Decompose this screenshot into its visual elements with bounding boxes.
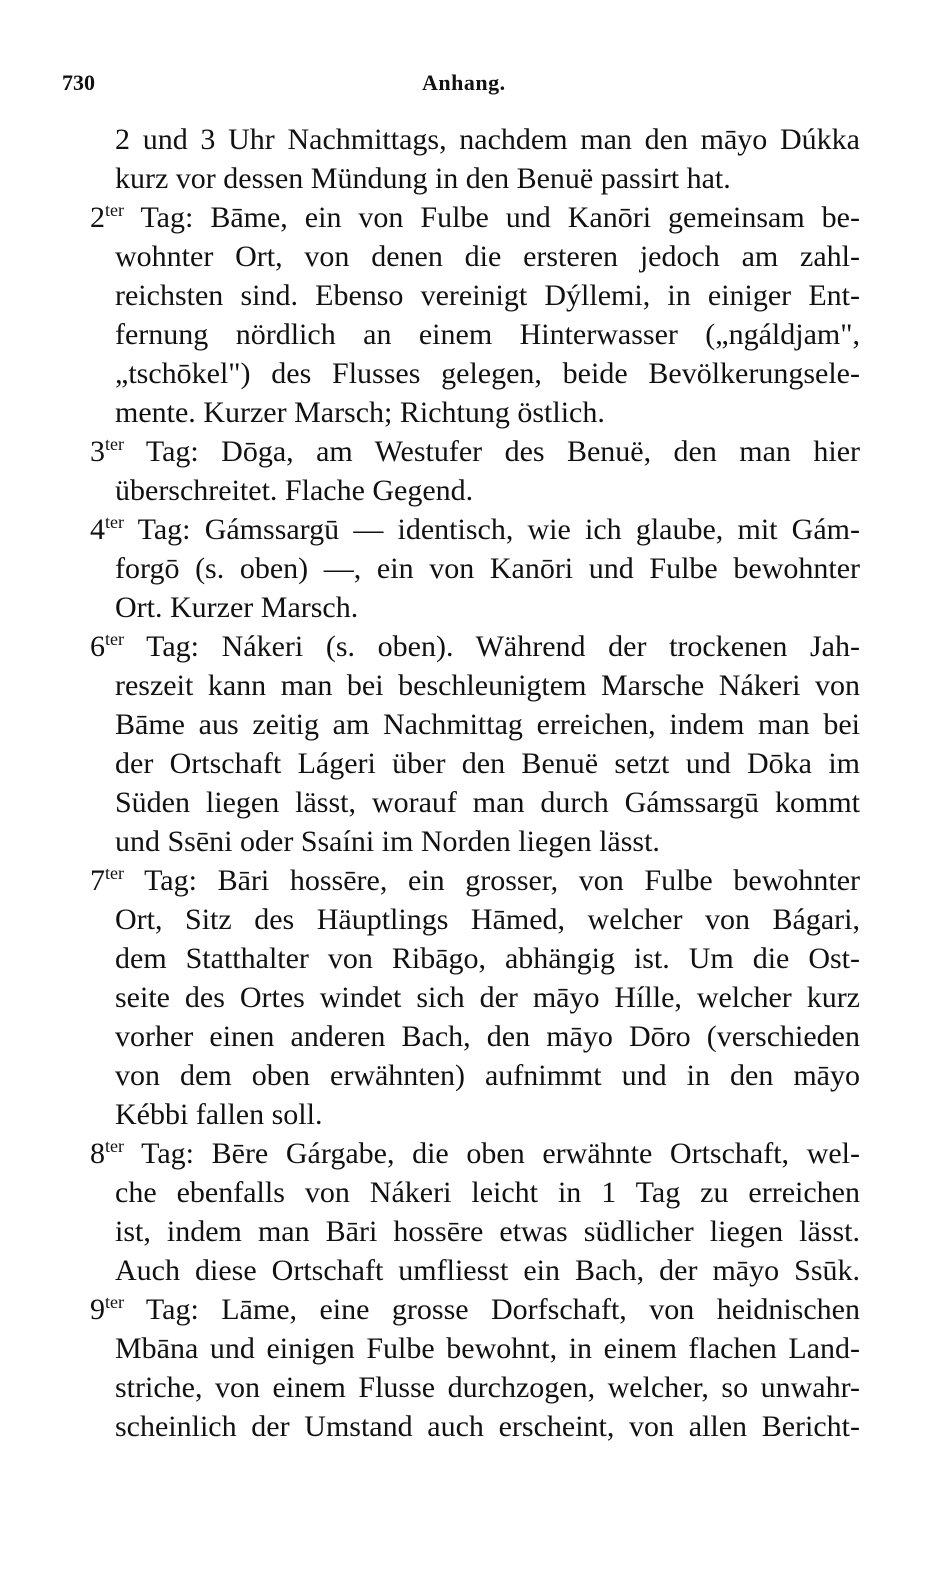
line-text: Ort, Sitz des Häuptlings Hāmed, welcher von Bágari,	[115, 903, 860, 936]
text-line	[90, 822, 860, 861]
line-text: Kébbi fallen soll.	[115, 1098, 323, 1131]
line-text: forgō (s. oben) —, ein von Kanōri und Fulbe bewohnter	[115, 552, 860, 585]
page-number: 730	[62, 70, 95, 95]
line-text: Auch diese Ortschaft umfliesst ein Bach, der māyo Ssūk.	[115, 1254, 860, 1287]
line-text: Tag: Bēre Gárgabe, die oben erwähnte Ortschaft, wel-	[123, 1137, 860, 1170]
day-number	[90, 201, 124, 234]
line-text: wohnter Ort, von denen die ersteren jedoch am zahl-	[115, 240, 860, 273]
day-number-digit: 7	[90, 864, 105, 897]
text-line	[90, 783, 860, 822]
text-line	[90, 588, 860, 627]
day-number-digit: 9	[90, 1293, 105, 1326]
text-line	[90, 471, 860, 510]
text-line	[90, 861, 860, 900]
line-text: Mbāna und einigen Fulbe bewohnt, in einem flachen Land-	[115, 1332, 860, 1365]
line-text: che ebenfalls von Nákeri leicht in 1 Tag zu erreichen	[115, 1176, 860, 1209]
day-number	[90, 435, 124, 468]
running-head: Anhang.	[422, 70, 506, 95]
text-line	[90, 705, 860, 744]
text-line	[90, 1290, 860, 1329]
text-line	[90, 1212, 860, 1251]
line-text: und Ssēni oder Ssaíni im Norden liegen lässt.	[115, 825, 660, 858]
day-number-suffix: ter	[105, 1292, 124, 1312]
text-line	[90, 510, 860, 549]
line-text: striche, von einem Flusse durchzogen, welcher, so unwahr-	[115, 1371, 860, 1404]
text-line	[90, 1095, 860, 1134]
line-text: scheinlich der Umstand auch erscheint, von allen Bericht-	[115, 1410, 860, 1443]
line-text: überschreitet. Flache Gegend.	[115, 474, 474, 507]
line-text: Tag: Bāme, ein von Fulbe und Kanōri gemeinsam be-	[123, 201, 860, 234]
day-number-suffix: ter	[105, 629, 124, 649]
text-line	[90, 315, 860, 354]
day-number-digit: 3	[90, 435, 105, 468]
line-text: Tag: Bāri hossēre, ein grosser, von Fulbe bewohnter	[123, 864, 860, 897]
day-number-suffix: ter	[105, 200, 124, 220]
text-line	[90, 744, 860, 783]
line-text: Tag: Lāme, eine grosse Dorfschaft, von heidnischen	[123, 1293, 860, 1326]
text-line	[90, 354, 860, 393]
day-number-digit: 6	[90, 630, 105, 663]
text-line	[90, 276, 860, 315]
text-line	[90, 978, 860, 1017]
line-text: seite des Ortes windet sich der māyo Hílle, welcher kurz	[115, 981, 860, 1014]
text-line	[90, 627, 860, 666]
day-number-suffix: ter	[105, 512, 124, 532]
day-number-suffix: ter	[105, 434, 124, 454]
day-number	[90, 513, 124, 546]
line-text: vorher einen anderen Bach, den māyo Dōro (verschieden	[115, 1020, 860, 1053]
line-text: Tag: Nákeri (s. oben). Während der trockenen Jah-	[123, 630, 860, 663]
text-line	[90, 432, 860, 471]
body-text	[90, 120, 860, 1446]
text-line	[90, 1329, 860, 1368]
day-number-digit: 2	[90, 201, 105, 234]
line-text: der Ortschaft Lágeri über den Benuë setzt und Dōka im	[115, 747, 860, 780]
line-text: Bāme aus zeitig am Nachmittag erreichen, indem man bei	[115, 708, 860, 741]
text-line	[90, 1173, 860, 1212]
line-text: Süden liegen lässt, worauf man durch Gámssargū kommt	[115, 786, 860, 819]
text-line	[90, 120, 860, 159]
page-header	[62, 70, 862, 100]
day-number	[90, 1293, 124, 1326]
text-line	[90, 393, 860, 432]
day-number-digit: 4	[90, 513, 105, 546]
day-number-suffix: ter	[105, 863, 124, 883]
day-number	[90, 864, 124, 897]
day-number	[90, 1137, 124, 1170]
text-line	[90, 1407, 860, 1446]
day-number-digit: 8	[90, 1137, 105, 1170]
day-number	[90, 630, 124, 663]
line-text: Tag: Gámssargū — identisch, wie ich glaube, mit Gám-	[123, 513, 860, 546]
line-text: 2 und 3 Uhr Nachmittags, nachdem man den māyo Dúkka	[115, 123, 860, 156]
text-line	[90, 939, 860, 978]
line-text: reszeit kann man bei beschleunigtem Marsche Nákeri von	[115, 669, 860, 702]
text-line	[90, 1017, 860, 1056]
text-line	[90, 1251, 860, 1290]
line-text: reichsten sind. Ebenso vereinigt Dýllemi, in einiger Ent-	[115, 279, 860, 312]
line-text: mente. Kurzer Marsch; Richtung östlich.	[115, 396, 605, 429]
line-text: von dem oben erwähnten) aufnimmt und in den māyo	[115, 1059, 860, 1092]
line-text: „tschōkel") des Flusses gelegen, beide Bevölkerungsele-	[115, 357, 860, 390]
text-line	[90, 237, 860, 276]
line-text: kurz vor dessen Mündung in den Benuë passirt hat.	[115, 162, 731, 195]
text-line	[90, 1134, 860, 1173]
line-text: Tag: Dōga, am Westufer des Benuë, den man hier	[123, 435, 860, 468]
text-line	[90, 159, 860, 198]
text-line	[90, 666, 860, 705]
day-number-suffix: ter	[105, 1136, 124, 1156]
text-line	[90, 1056, 860, 1095]
line-text: dem Statthalter von Ribāgo, abhängig ist. Um die Ost-	[115, 942, 860, 975]
text-line	[90, 900, 860, 939]
line-text: ist, indem man Bāri hossēre etwas südlicher liegen lässt.	[115, 1215, 860, 1248]
text-line	[90, 549, 860, 588]
text-line	[90, 1368, 860, 1407]
line-text: Ort. Kurzer Marsch.	[115, 591, 359, 624]
text-line	[90, 198, 860, 237]
line-text: fernung nördlich an einem Hinterwasser („ngáldjam",	[115, 318, 860, 351]
